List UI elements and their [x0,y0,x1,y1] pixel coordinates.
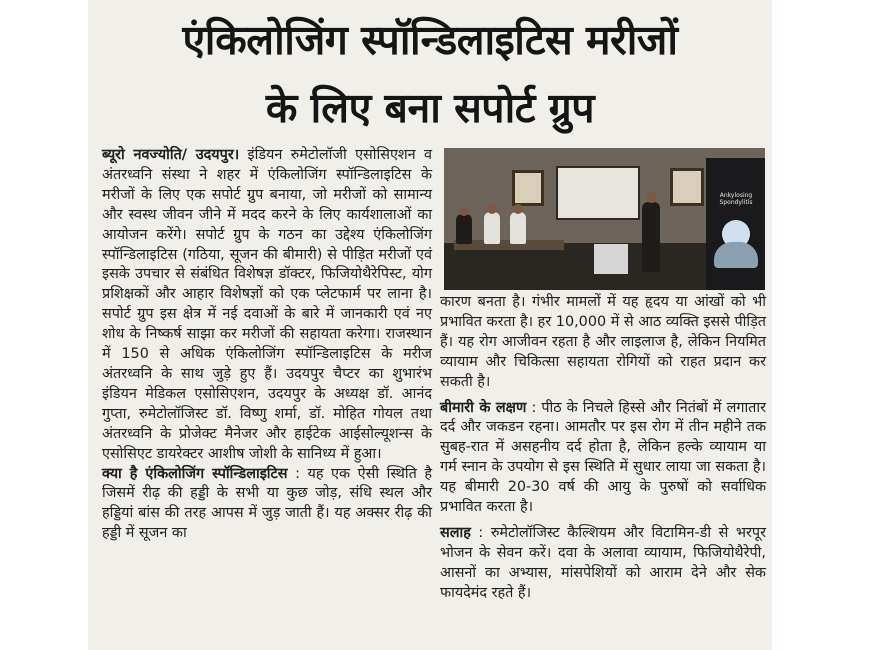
person-seated-2 [484,212,500,244]
intro-text: इंडियन रुमेटोलॉजी एसोसिएशन व अंतरध्वनि संस्था ने शहर में एंकिलोजिंग स्पॉन्डिलाइटिस के मरीजों के लिए एक सपोर्ट ग्रुप बनाया, जो मरीजों को सामान्य और स्वस्थ जीवन जीने में मदद करने के लिए कार्यशालाओं का आयोजन करेंगे। सपोर्ट ग्रुप के गठन का उद्देश्य एंकिलोजिंग स्पॉन्डिलाइटिस (गठिया, सूजन की बीमारी) से पीड़ित मरीजों एवं इसके उपचार से संबंधित विशेषज्ञ डॉक्टर, फिजियोथैरेपिस्ट, योग प्रशिक्षकों और आहार विशेषज्ञों को एक प्लेटफार्म पर लाना है। सपोर्ट ग्रुप इस क्षेत्र में नई दवाओं के बारे में जानकारी एवं नए शोध के निष्कर्ष साझा कर मरीजों की सहायता करेगा। राजस्थान में 150 से अधिक एंकिलोजिंग स्पॉन्डिलाइटिस के मरीज अंतरध्वनि के साथ जुड़े हुए हैं। उदयपुर चैप्टर का शुभारंभ इंडियन मेडिकल एसोसिएशन, उदयपुर के अध्यक्ष डॉ. आनंद गुप्ता, रुमेटोलॉजिस्ट डॉ. विष्णु शर्मा, डॉ. मोहित गोयल तथा अंतरध्वनि के प्रोजेक्ट मैनेजर और हाईटेक आईसोल्यूशन्स के एसोसिएट डायरेक्टर आशीष जोशी के सानिध्य में हुआ। [102,147,433,462]
wall-frame-left [512,170,544,206]
advice-heading: सलाह [440,524,471,541]
paragraph-intro [102,146,432,465]
person-seated-1 [456,214,472,244]
podium-banner [594,244,628,274]
sub-heading-what-is: क्या है एंकिलोजिंग स्पॉन्डिलाइटिस [102,465,288,482]
newspaper-clipping [88,0,772,650]
event-photo [444,148,765,290]
paragraph-what-is [102,465,432,545]
headline-line-1: एंकिलोजिंग स्पॉन्डिलाइटिस मरीजों [182,16,678,64]
left-column [102,146,432,544]
paragraph-symptoms [440,399,766,518]
projector-screen [556,166,640,220]
standee-banner [706,158,765,290]
paragraph-continuation: कारण बनता है। गंभीर मामलों में यह हृदय या आंखों को भी प्रभावित करता है। हर 10,000 में से आठ व्यक्ति इससे पीड़ित हैं। यह रोग आजीवन रहता है और लाइलाज है, लेकिन नियमित व्यायाम और चिकित्सा सहायता रोगियों को राहत प्रदान कर सकती है। [440,294,766,390]
person-head-2 [487,204,497,214]
person-head-speaker [646,192,657,203]
standee-text: Ankylosing Spondylitis [719,192,753,206]
person-head-1 [459,206,469,216]
person-seated-3 [510,212,526,244]
symptoms-heading: बीमारी के लक्षण [440,399,527,416]
headline-line-2: के लिए बना सपोर्ट ग्रुप [265,84,595,132]
hands-icon [714,242,758,268]
right-column [440,293,766,604]
what-is-text: : यह एक ऐसी स्थिति है जिसमें रीढ़ की हड्डी के सभी या कुछ जोड़, संधि स्थल और हड्डियां बांस की तरह आपस में जुड़ जाती हैं। यह अक्सर रीढ़ की हड्डी में सूजन का [102,465,432,542]
advice-text: : रुमेटोलॉजिस्ट कैल्शियम और विटामिन-डी से भरपूर भोजन के सेवन करें। दवा के अलावा व्यायाम, फिजियोथैरेपी, आसनों का अभ्यास, मांसपेशियों को आराम देने और सेक फायदेमंद रहते हैं। [440,524,766,601]
paragraph-advice [440,524,766,604]
person-speaker [642,202,660,272]
symptoms-text: : पीठ के निचले हिस्से और नितंबों में लगातार दर्द और जकडन रहना। आमतौर पर इस रोग में तीन महीने तक सुबह-रात में असहनीय दर्द होता है, लेकिन हल्के व्यायाम या गर्म स्नान के उपयोग से इस स्थिति में सुधार लाया जा सकता है। यह बीमारी 20-30 वर्ष की आयु के पुरुषों को सर्वाधिक प्रभावित करता है। [440,399,766,516]
person-head-3 [513,204,523,214]
byline: ब्यूरो नवज्योति/ उदयपुर। [102,147,240,163]
wall-frame-right [670,168,704,206]
